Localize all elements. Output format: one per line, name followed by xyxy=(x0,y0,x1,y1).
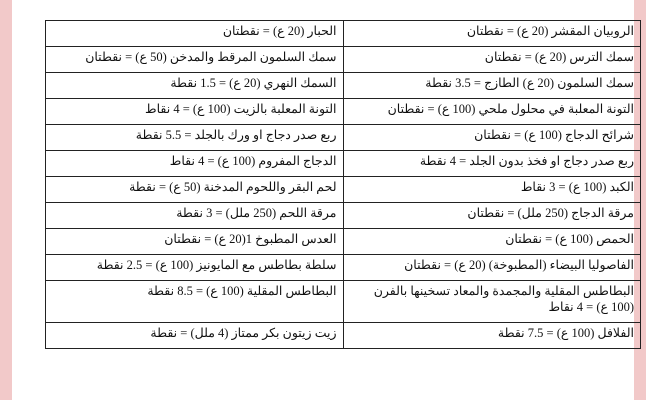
table-cell-right: الحمص (100 ع) = نقطتان xyxy=(343,229,641,255)
table-row xyxy=(46,255,641,281)
table-cell-right: الكبد (100 ع) = 3 نقاط xyxy=(343,177,641,203)
table-cell-left: سمك السلمون المرقط والمدخن (50 ع) = نقطتان xyxy=(46,47,344,73)
table-row xyxy=(46,125,641,151)
table-row xyxy=(46,47,641,73)
table-cell-right: البطاطس المقلية والمجمدة والمعاد تسخينها بالفرن (100 ع) = 4 نقاط xyxy=(343,281,641,323)
table-cell-right: ربع صدر دجاج او فخذ بدون الجلد = 4 نقطة xyxy=(343,151,641,177)
table-row xyxy=(46,151,641,177)
points-table xyxy=(45,20,641,349)
table-cell-right: مرقة الدجاج (250 ملل) = نقطتان xyxy=(343,203,641,229)
table-cell-right: الروبيان المقشر (20 ع) = نقطتان xyxy=(343,21,641,47)
table-cell-right: التونة المعلبة في محلول ملحي (100 ع) = نقطتان xyxy=(343,99,641,125)
table-cell-left: سلطة بطاطس مع المايونيز (100 ع) = 2.5 نقطة xyxy=(46,255,344,281)
table-row xyxy=(46,203,641,229)
table-row xyxy=(46,177,641,203)
table-cell-left: مرقة اللحم (250 ملل) = 3 نقطة xyxy=(46,203,344,229)
table-cell-right: سمك الترس (20 ع) = نقطتان xyxy=(343,47,641,73)
table-cell-left: زيت زيتون بكر ممتاز (4 ملل) = نقطة xyxy=(46,323,344,349)
table-cell-left: العدس المطبوخ 1(20 ع) = نقطتان xyxy=(46,229,344,255)
table-cell-left: ربع صدر دجاج او ورك بالجلد = 5.5 نقطة xyxy=(46,125,344,151)
table-cell-right: شرائح الدجاج (100 ع) = نقطتان xyxy=(343,125,641,151)
table-cell-left: لحم البقر واللحوم المدخنة (50 ع) = نقطة xyxy=(46,177,344,203)
table-cell-right: الفاصوليا البيضاء (المطبوخة) (20 ع) = نقطتان xyxy=(343,255,641,281)
table-cell-left: السمك النهري (20 ع) = 1.5 نقطة xyxy=(46,73,344,99)
table-row xyxy=(46,21,641,47)
table-row xyxy=(46,281,641,323)
table-cell-right: سمك السلمون (20 ع) الطازج = 3.5 نقطة xyxy=(343,73,641,99)
table-cell-left: التونة المعلبة بالزيت (100 ع) = 4 نقاط xyxy=(46,99,344,125)
table-cell-right: الفلافل (100 ع) = 7.5 نقطة xyxy=(343,323,641,349)
table-row xyxy=(46,229,641,255)
table-row xyxy=(46,99,641,125)
table-cell-left: الدجاج المفروم (100 ع) = 4 نقاط xyxy=(46,151,344,177)
document-page xyxy=(12,0,634,400)
table-row xyxy=(46,73,641,99)
table-cell-left: البطاطس المقلية (100 ع) = 8.5 نقطة xyxy=(46,281,344,323)
table-cell-left: الحبار (20 ع) = نقطتان xyxy=(46,21,344,47)
table-row xyxy=(46,323,641,349)
